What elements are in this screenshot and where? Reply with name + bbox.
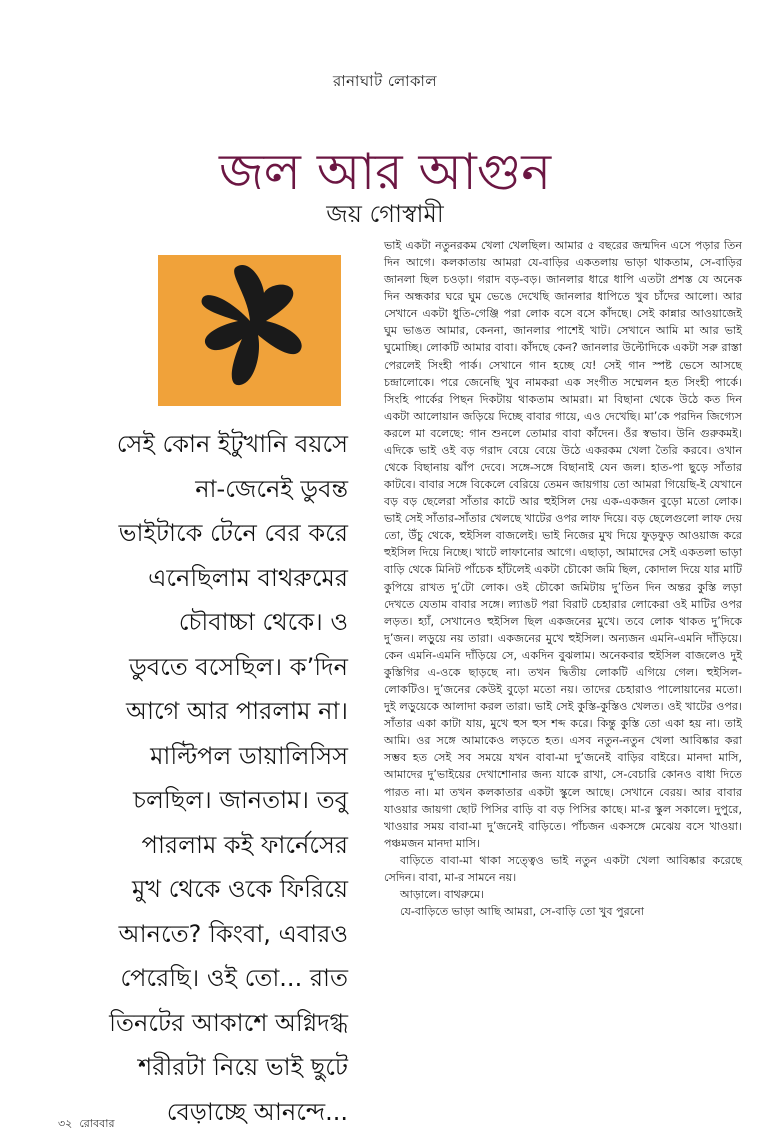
pull-quote-line: ডুবতে বসেছিল। ক’দিন xyxy=(129,652,348,681)
page-number: ৩২ xyxy=(58,1117,73,1130)
flower-blot-icon xyxy=(158,255,341,406)
magazine-name: রোববার xyxy=(79,1117,115,1130)
body-paragraph: বাড়িতে বাবা-মা থাকা সত্ত্বেও ভাই নতুন একটা খেলা আবিষ্কার করেছে সেদিন। বাবা, মা-র সামনে নয়। xyxy=(384,853,742,884)
pull-quote-line: মাল্টিপল ডায়ালিসিস xyxy=(150,741,348,770)
body-paragraph: ভাই একটা নতুনরকম খেলা খেলছিল। আমার ৫ বছরের জন্মদিন এসে পড়ার তিন দিন আগে। কলকাতায় আমরা যে-বাড়ির একতলায় ভাড়া থাকতাম, সে-বাড়ির জানলা ছিল চওড়া। গরাদ বড়-বড়। জানলার ধারে ধাপি এতটা প্রশস্ত যে অনেক দিন অন্ধকার ঘরে ঘুম ভেঙে দেখেছি জানলার ধাপিতে খুব চাঁদের আলো। আর সেখানে একটা ধুতি-গেঞ্জি পরা লোক বসে বসে কাঁদছে। সেই কান্নার আওয়াজেই ঘুম ভাঙত আমার, কেননা, জানলার পাশেই খাট। সেখানে আমি মা আর ভাই ঘুমোচ্ছি। লোকটি আমার বাবা। কাঁদছে কেন? জানলার উল্টোদিকে একটা সরু রাস্তা পেরলেই সিংহী পার্ক। সেখানে গান হচ্ছে যে! সেই গান স্পষ্ট ভেসে আসছে চন্দ্রালোকে। পরে জেনেছি খুব নামকরা এক সংগীত সম্মেলন হত সিংহী পার্কে। সিংহি পার্কের পিছন দিকটায় থাকতাম আমরা। মা বিছানা থেকে উঠে কত দিন একটা আলোয়ান জড়িয়ে দিচ্ছে বাবার গায়ে, এও দেখেছি। মা’কে পরদিন জিগ্যেস করলে মা বলেছে: গান শুনলে তোমার বাবা কাঁদেন। ওঁর স্বভাব। উনি গুরুকমই। এদিকে ভাই ওই বড় গরাদ বেয়ে বেয়ে উঠে একরকম খেলা তৈরি করবে। ওখান থেকে বিছানায় ঝাঁপ দেবে। সঙ্গে-সঙ্গে বিছানাই যেন জল। হাত-পা ছুড়ে সাঁতার কাটবে। বাবার সঙ্গে বিকেলে বেরিয়ে তেমন জায়গায় তো আমরা গিয়েছি-ই যেখানে বড় বড় ছেলেরা সাঁতার কাটে আর হুইসিল দেয় এক-একজন বুড়ো মতো লোক। ভাই সেই সাঁতার-সাঁতার খেলছে খাটের ওপর লাফ দিয়ে। বড় ছেলেগুলো লাফ দেয় তো, উঁচু থেকে, হুইসিল বাজলেই। ভাই নিজের মুখ দিয়ে ফুড়ফুড় আওয়াজ করে হুইসিল দিয়ে নিচ্ছে। খাটে লাফানোর আগে। এছাড়া, আমাদের সেই একতলা ভাড়া বাড়ি থেকে মিনিট পাঁচেক হাঁটলেই একটা চৌকো জমি ছিল, কোদাল দিয়ে যার মাটি কুপিয়ে রাখত দু’টো লোক। ওই চৌকো জমিটায় দু’তিন দিন অন্তর কুস্তি লড়া দেখতে যেতাম বাবার সঙ্গে। ল্যাঙট পরা বিরাট চেহারার লোকেরা ওই মাটির ওপর লড়ত। হ্যাঁ, সেখানেও হুইসিল ছিল একজনের মুখে। তবে লোক থাকত দু’দিকে দু’জন। লড়ুয়ে নয় তারা। একজনের মুখে হুইসিল। অন্যজন এমনি-এমনি দাঁড়িয়ে। কেন এমনি-এমনি দাঁড়িয়ে সে, একদিন বুঝলাম। অনেকবার হুইসিল বাজলেও দুই কুস্তিগির এ-ওকে ছাড়ছে না। তখন দ্বিতীয় লোকটি এগিয়ে গেল। হুইসিল-লোকটিও। দু’জনের কেউই বুড়ো মতো নয়। তাদের চেহারাও পালোয়ানের মতো। দুই লড়ুয়েকে আলাদা করল তারা। ভাই সেই কুস্তি-কুস্তিও খেলত। ওই খাটের ওপর। সাঁতার একা কাটা যায়, মুখে হুস হুস শব্দ করে। কিন্তু কুস্তি তো একা হয় না। তাই আমি। ওর সঙ্গে আমাকেও লড়তে হত। এসব নতুন-নতুন খেলা আবিষ্কার করা সম্ভব হত সেই সব সময়ে যখন বাবা-মা দু’জনেই বাড়ির বাইরে। মানদা মাসি, আমাদের দু’ভাইয়ের দেখাশোনার জন্য যাকে রাখা, সে-বেচারি কোনও বাধা দিতে পারত না। মা তখন কলকাতার একটা স্কুলে আছে। সেখানে বেরয়। আর বাবার যাওয়ার জায়গা ছোট পিসির বাড়ি বা বড় পিসির কাছে। মা-র স্কুল সকালে। দুপুরে, খাওয়ার সময় বাবা-মা দু’জনেই বাড়িতে। পাঁচজন একসঙ্গে মেঝেয় বসে খাওয়া। পঞ্চমজন মানদা মাসি। xyxy=(384,239,742,850)
article-body xyxy=(384,237,742,920)
illustration xyxy=(158,255,341,406)
page-footer xyxy=(58,1115,115,1134)
pull-quote-line: পেরেছি। ওই তো... রাত xyxy=(120,964,348,992)
pull-quote-line: আগে আর পারলাম না। xyxy=(126,697,348,725)
body-paragraph: আড়ালে। বাথরুমে। xyxy=(400,887,484,901)
pull-quote-line: তিনটের আকাশে অগ্নিদগ্ধ xyxy=(109,1008,348,1037)
pull-quote-line: শরীরটা নিয়ে ভাই ছুটে xyxy=(138,1053,348,1081)
pull-quote-line: চৌবাচ্চা থেকে। ও xyxy=(178,608,348,636)
pull-quote-line: মুখ থেকে ওকে ফিরিয়ে xyxy=(131,875,348,903)
pull-quote-line: পারলাম কই ফার্নেসের xyxy=(141,830,348,859)
article-title: জল আর আগুন xyxy=(218,142,552,201)
pull-quote-line: চলছিল। জানতাম। তবু xyxy=(133,786,348,814)
pull-quote-line: ভাইটাকে টেনে বের করে xyxy=(118,519,348,547)
author-name: জয় গোস্বামী xyxy=(326,200,444,228)
pull-quote-line: বেড়াচ্ছে আনন্দে... xyxy=(166,1097,348,1126)
pull-quote-line: আনতে? কিংবা, এবারও xyxy=(118,919,348,948)
pull-quote xyxy=(58,422,348,1134)
pull-quote-line: এনেছিলাম বাথরুমের xyxy=(148,563,348,592)
pull-quote-line: সেই কোন ইটুখানি বয়সে xyxy=(116,430,348,458)
body-paragraph: যে-বাড়িতে ভাড়া আছি আমরা, সে-বাড়ি তো খুব পুরনো xyxy=(400,905,644,919)
pull-quote-line: না-জেনেই ডুবন্ত xyxy=(195,474,348,503)
series-label: রানাঘাট লোকাল xyxy=(332,72,438,90)
